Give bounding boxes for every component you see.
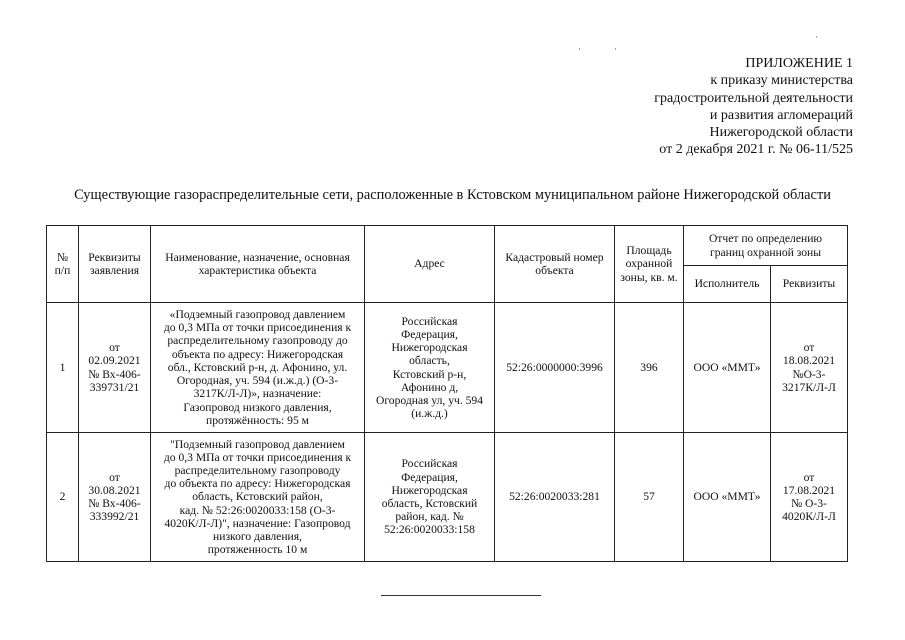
cell-num: 1	[47, 303, 79, 433]
appendix-line: от 2 декабря 2021 г. № 06-11/525	[659, 142, 853, 158]
cell-name: "Подземный газопровод давлением до 0,3 МПа от точки присоединения к распределительному газопроводу до объекта по адресу: Нижегородская область, Кстовский район, кад. № 52:26:0020033:158 (О-3- 4020К/Л-Л)", назначение: Газопровод низкого давления, протяженность 10 м	[151, 433, 365, 562]
gas-network-table	[46, 225, 848, 562]
cell-area: 396	[615, 303, 684, 433]
cell-executor: ООО «ММТ»	[684, 433, 771, 562]
appendix-header	[654, 55, 853, 159]
header-report-requisites: Реквизиты	[771, 266, 848, 303]
appendix-line: Нижегородской области	[709, 125, 853, 141]
header-address: Адрес	[365, 226, 495, 303]
cell-name: «Подземный газопровод давлением до 0,3 МПа от точки присоединения к распределительному газопроводу до объекта по адресу: Нижегородская обл., Кстовский р-н, д. Афонино, ул. Огородная, уч. 594 (и.ж.д.) (О-3- 3217К/Л-Л)», назначение: Газопровод низкого давления, протяжённость: 95 м	[151, 303, 365, 433]
cell-request: от 30.08.2021 № Вх-406- 333992/21	[79, 433, 151, 562]
cell-area: 57	[615, 433, 684, 562]
footer-divider	[381, 595, 541, 596]
cell-cadastral: 52:26:0020033:281	[495, 433, 615, 562]
header-name: Наименование, назначение, основная характеристика объекта	[151, 226, 365, 303]
header-cadastral: Кадастровый номер объекта	[495, 226, 615, 303]
header-executor: Исполнитель	[684, 266, 771, 303]
appendix-line: ПРИЛОЖЕНИЕ 1	[745, 56, 853, 71]
header-report: Отчет по определению границ охранной зоны	[684, 226, 848, 266]
cell-num: 2	[47, 433, 79, 562]
cell-address: Российская Федерация, Нижегородская область, Кстовский район, кад. № 52:26:0020033:158	[365, 433, 495, 562]
cell-executor: ООО «ММТ»	[684, 303, 771, 433]
scan-speck: ·	[614, 44, 617, 54]
appendix-line: к приказу министерства	[710, 73, 853, 89]
document-title: Существующие газораспределительные сети, расположенные в Кстовском муниципальном районе Нижегородской области	[74, 187, 831, 203]
cell-request: от 02.09.2021 № Вх-406- 339731/21	[79, 303, 151, 433]
table-row	[47, 433, 848, 562]
scan-speck: ·	[578, 44, 581, 54]
table-row	[47, 303, 848, 433]
cell-report-requisites: от 17.08.2021 № О-3- 4020К/Л-Л	[771, 433, 848, 562]
scan-speck: ·	[815, 32, 818, 42]
appendix-line: градостроительной деятельности	[654, 90, 853, 106]
appendix-line: и развития агломераций	[709, 107, 853, 123]
header-area: Площадь охранной зоны, кв. м.	[615, 226, 684, 303]
header-request: Реквизиты заявления	[79, 226, 151, 303]
cell-address: Российская Федерация, Нижегородская область, Кстовский р-н, Афонино д, Огородная ул, уч. 594 (и.ж.д.)	[365, 303, 495, 433]
cell-cadastral: 52:26:0000000:3996	[495, 303, 615, 433]
header-num: № п/п	[47, 226, 79, 303]
cell-report-requisites: от 18.08.2021 №О-3- 3217К/Л-Л	[771, 303, 848, 433]
